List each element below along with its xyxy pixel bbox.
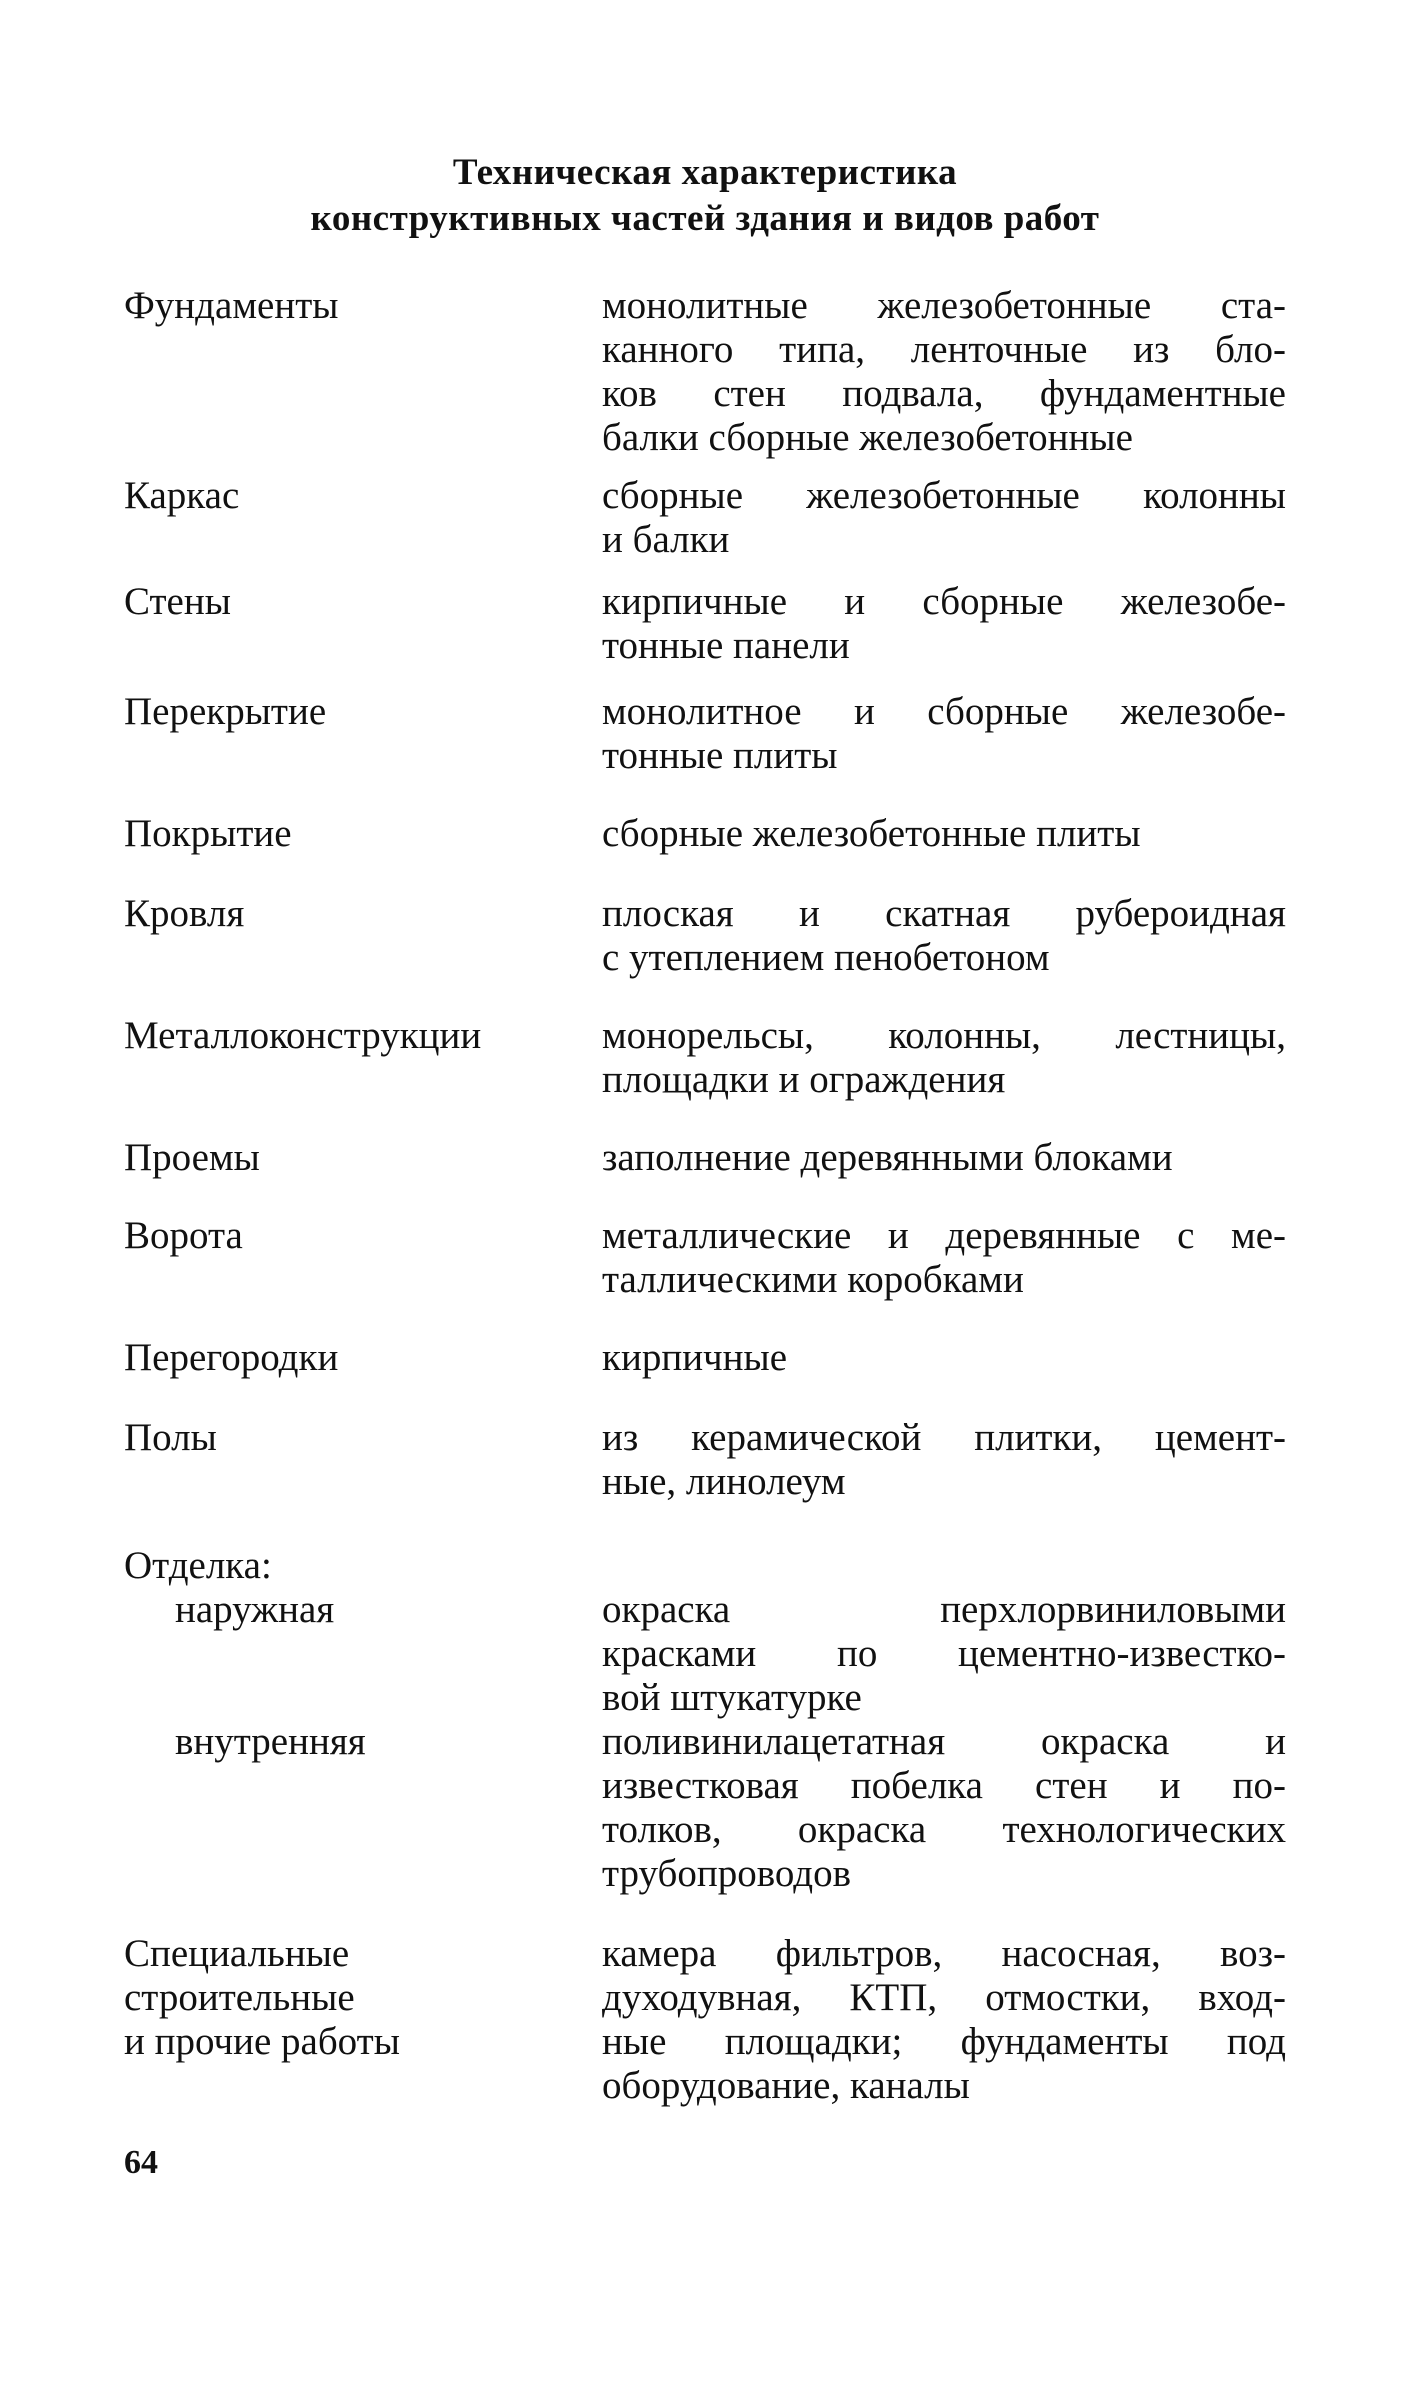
row-label: Металлоконструкции [124,1014,482,1057]
value-line: и балки [602,518,730,561]
value-line: ные, линолеум [602,1460,846,1503]
value-line: канного типа, ленточные из бло- [602,328,1286,371]
page-number: 64 [124,2144,158,2181]
label-line: и прочие работы [124,2020,400,2063]
title-line-2: конструктивных частей здания и видов работ [310,198,1100,239]
value-line: толков, окраска технологических [602,1808,1286,1851]
row-value [602,812,1286,856]
value-line: духодувная, КТП, отмостки, вход- [602,1976,1286,2019]
title-line-1: Техническая характеристика [452,152,958,193]
value-line: окраска перхлорвиниловыми [602,1588,1286,1631]
value-line: таллическими коробками [602,1258,1024,1301]
row-value [602,284,1286,460]
row-value [602,690,1286,778]
value-line: металлические и деревянные с ме- [602,1214,1286,1257]
row-value [602,1720,1286,1896]
row-value [602,474,1286,562]
value-line: поливинилацетатная окраска и [602,1720,1286,1763]
value-line: площадки и ограждения [602,1058,1006,1101]
row-label [124,1932,584,2064]
row-sublabel: наружная [175,1588,335,1631]
row-label: Кровля [124,892,245,935]
value-line: известковая побелка стен и по- [602,1764,1286,1807]
value-line: кирпичные и сборные железобе- [602,580,1286,623]
row-label: Полы [124,1416,217,1459]
row-value [602,1336,1286,1380]
value-line: монорельсы, колонны, лестницы, [602,1014,1286,1057]
value-line: монолитные железобетонные ста- [602,284,1286,327]
value-line: тонные панели [602,624,850,667]
row-value [602,1588,1286,1720]
value-line: камера фильтров, насосная, воз- [602,1932,1286,1975]
row-value [602,1214,1286,1302]
value-line: плоская и скатная рубероидная [602,892,1286,935]
row-label: Стены [124,580,231,623]
row-label: Фундаменты [124,284,339,327]
value-line: ные площадки; фундаменты под [602,2020,1286,2063]
value-line: тонные плиты [602,734,838,777]
value-line: ков стен подвала, фундаментные [602,372,1286,415]
value-line: сборные железобетонные колонны [602,474,1286,517]
row-value [602,892,1286,980]
value-line: оборудование, каналы [602,2064,970,2107]
value-line: вой штукатурке [602,1676,862,1719]
row-label: Покрытие [124,812,292,855]
value-line: с утеплением пенобетоном [602,936,1050,979]
row-label: Перекрытие [124,690,327,733]
value-line: кирпичные [602,1336,788,1379]
label-line: Специальные [124,1932,350,1975]
value-line: из керамической плитки, цемент- [602,1416,1286,1459]
value-line: сборные железобетонные плиты [602,812,1141,855]
value-line: монолитное и сборные железобе- [602,690,1286,733]
row-label: Перегородки [124,1336,339,1379]
row-label: Ворота [124,1214,243,1257]
row-value [602,1136,1286,1180]
row-label: Проемы [124,1136,260,1179]
row-label: Каркас [124,474,240,517]
row-sublabel: внутренняя [175,1720,366,1763]
row-value [602,580,1286,668]
value-line: красками по цементно-известко- [602,1632,1286,1675]
row-value [602,1932,1286,2108]
value-line: балки сборные железобетонные [602,416,1133,459]
row-value [602,1014,1286,1102]
row-value [602,1416,1286,1504]
row-label: Отделка: [124,1544,272,1587]
label-line: строительные [124,1976,355,2019]
value-line: трубопроводов [602,1852,851,1895]
value-line: заполнение деревянными блоками [602,1136,1173,1179]
page-title [120,150,1290,242]
